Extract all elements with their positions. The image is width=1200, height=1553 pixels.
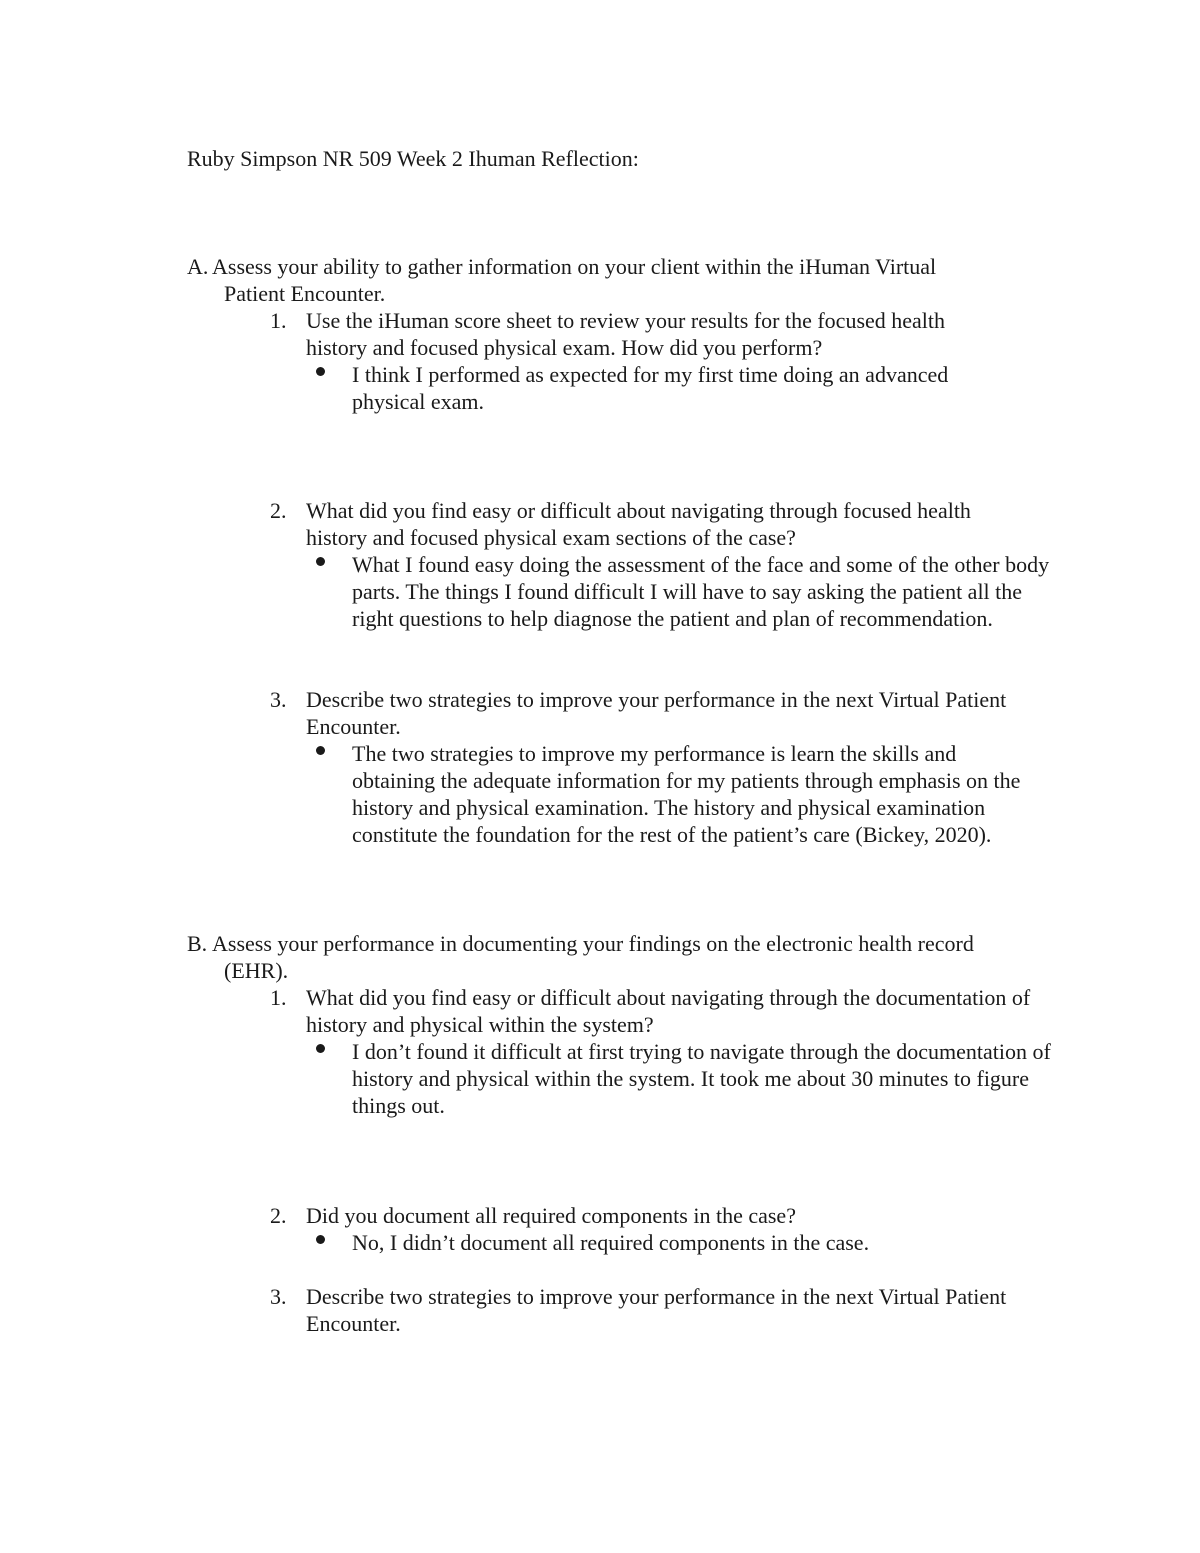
question-b1-text: What did you find easy or difficult about navigating through the documentation of history and physical within the system? [306, 985, 1031, 1037]
bullet-icon [316, 557, 325, 566]
answer-a1: I think I performed as expected for my first time doing an advanced physical exam. [352, 362, 949, 414]
question-a2-number: 2. [270, 498, 287, 523]
section-a-heading-line2: Patient Encounter. [224, 281, 386, 306]
answer-b2: No, I didn’t document all required components in the case. [352, 1230, 870, 1255]
section-b-heading-line2: (EHR). [224, 958, 289, 983]
question-b2-text: Did you document all required components in the case? [306, 1203, 796, 1228]
question-a3-text: Describe two strategies to improve your performance in the next Virtual Patient Encounter. [306, 687, 1007, 739]
question-b2-number: 2. [270, 1203, 287, 1228]
section-a-heading-line1: Assess your ability to gather information on your client within the iHuman Virtual [212, 254, 937, 279]
question-a2-text: What did you find easy or difficult about navigating through focused health history and focused physical exam sections of the case? [306, 498, 971, 550]
section-b-heading-line1: Assess your performance in documenting your findings on the electronic health record [212, 931, 974, 956]
bullet-icon [316, 367, 325, 376]
bullet-icon [316, 1235, 325, 1244]
bullet-icon [316, 1044, 325, 1053]
answer-a2: What I found easy doing the assessment of the face and some of the other body parts. The things I found difficult I will have to say asking the patient all the right questions to help diagnose the patient and plan of recommendation. [352, 552, 1050, 631]
section-a-marker: A. [187, 254, 209, 279]
section-a-heading [212, 253, 1072, 307]
question-a3-number: 3. [270, 687, 287, 712]
document-title: Ruby Simpson NR 509 Week 2 Ihuman Reflection: [187, 146, 639, 171]
question-a1-text: Use the iHuman score sheet to review your results for the focused health history and focused physical exam. How did you perform? [306, 308, 946, 360]
question-a1-number: 1. [270, 308, 287, 333]
answer-b1: I don’t found it difficult at first trying to navigate through the documentation of history and physical within the system. It took me about 30 minutes to figure things out. [352, 1039, 1051, 1118]
section-b-heading [212, 930, 1072, 984]
question-b3-number: 3. [270, 1284, 287, 1309]
section-b-marker: B. [187, 931, 208, 956]
answer-a3: The two strategies to improve my performance is learn the skills and obtaining the adequate information for my patients through emphasis on the history and physical examination. The history and physical examination constitute the foundation for the rest of the patient’s care (Bickey, 2020). [352, 741, 1021, 847]
question-b1-number: 1. [270, 985, 287, 1010]
bullet-icon [316, 746, 325, 755]
question-b3-text: Describe two strategies to improve your performance in the next Virtual Patient Encounter. [306, 1284, 1007, 1336]
